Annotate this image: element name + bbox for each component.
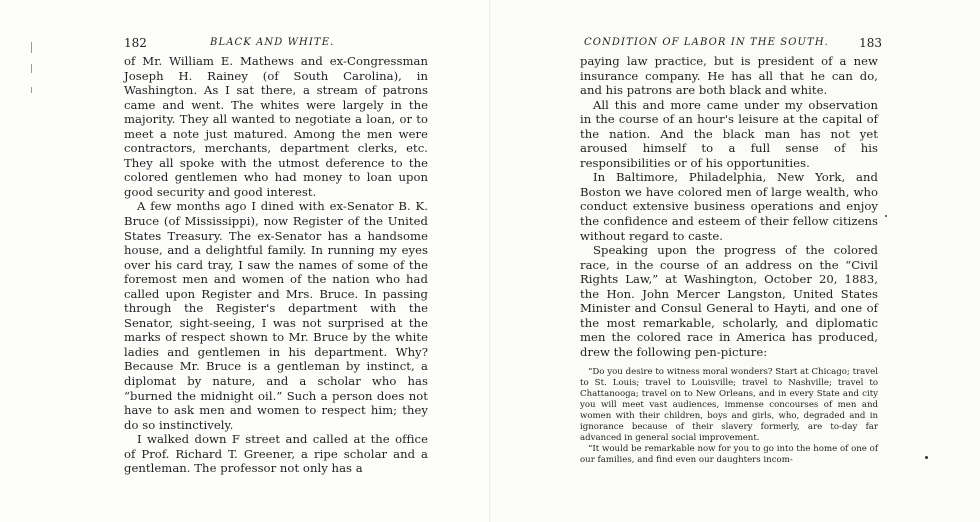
ink-speck (885, 215, 887, 217)
ink-speck (925, 456, 928, 459)
paragraph: paying law practice, but is president of a new insurance company. He has all that he can do, and his patrons are both black and white. (580, 54, 878, 98)
paragraph: Speaking upon the progress of the colored race, in the course of an address on the “Civil Rights Law,” at Washington, October 20, 1883, the Hon. John Mercer Langston, United States Minister and Consul General to Hayti, and one of the most remarkable, scholarly, and diplomatic men the colored race in America has produced, drew the following pen-picture: (580, 243, 878, 359)
running-title: CONDITION OF LABOR IN THE SOUTH. (584, 37, 829, 48)
paragraph: A few months ago I dined with ex-Senator B. K. Bruce (of Mississippi), now Register of the United States Treasury. The ex-Senator has a handsome house, and a delightful family. In running my eyes over his card tray, I saw the names of some of the foremost men and women of the nation who had called upon Register and Mrs. Bruce. In passing through the Register's department with the Senator, sight-seeing, I was not surprised at the marks of respect shown to Mr. Bruce by the white ladies and gentlemen in his department. Why? Because Mr. Bruce is a gentleman by instinct, a diplomat by nature, and a scholar who has “burned the midnight oil.” Such a person does not have to ask men and women to respect him; they do so instinctively. (124, 199, 428, 432)
paragraph: of Mr. William E. Mathews and ex-Congressman Joseph H. Rainey (of South Carolina), in Washington. As I sat there, a stream of patrons came and went. The whites were largely in the majority. They all wanted to negotiate a loan, or to meet a note just matured. Among the men were contractors, merchants, department clerks, etc. They all spoke with the utmost deference to the colored gentlemen who had money to loan upon good security and good interest. (124, 54, 428, 199)
quote-paragraph: “Do you desire to witness moral wonders? Start at Chicago; travel to St. Louis; travel to Louisville; travel to Nashville; travel to Chattanooga; travel on to New Orleans, and in every State and city you will meet vast audiences, immense concourses of men and women with their children, boys and girls, who, degraded and in ignorance because of their slavery formerly, are to-day far advanced in general social improvement. (580, 367, 878, 443)
paragraph: I walked down F street and called at the office of Prof. Richard T. Greener, a ripe scholar and a gentleman. The professor not only has a (124, 432, 428, 476)
right-page-body (580, 54, 878, 359)
right-page-header (584, 35, 882, 51)
block-quote (580, 367, 878, 466)
margin-mark (31, 42, 32, 53)
margin-mark (31, 87, 32, 93)
quote-paragraph: “It would be remarkable now for you to go into the home of one of our families, and find even our daughters incom- (580, 444, 878, 465)
running-title: BLACK AND WHITE. (210, 37, 335, 48)
paragraph: All this and more came under my observation in the course of an hour's leisure at the capital of the nation. And the black man has not yet aroused himself to a full sense of his responsibilities or of his opportunities. (580, 97, 878, 170)
page-number: 182 (124, 36, 147, 50)
right-page (490, 0, 980, 522)
margin-mark (31, 64, 32, 73)
left-page-header (124, 35, 428, 51)
paragraph: In Baltimore, Philadelphia, New York, and Boston we have colored men of large wealth, who conduct extensive business operations and enjoy the confidence and esteem of their fellow citizens without regard to caste. (580, 170, 878, 243)
left-page-body (124, 54, 428, 476)
page-number: 183 (859, 36, 882, 50)
